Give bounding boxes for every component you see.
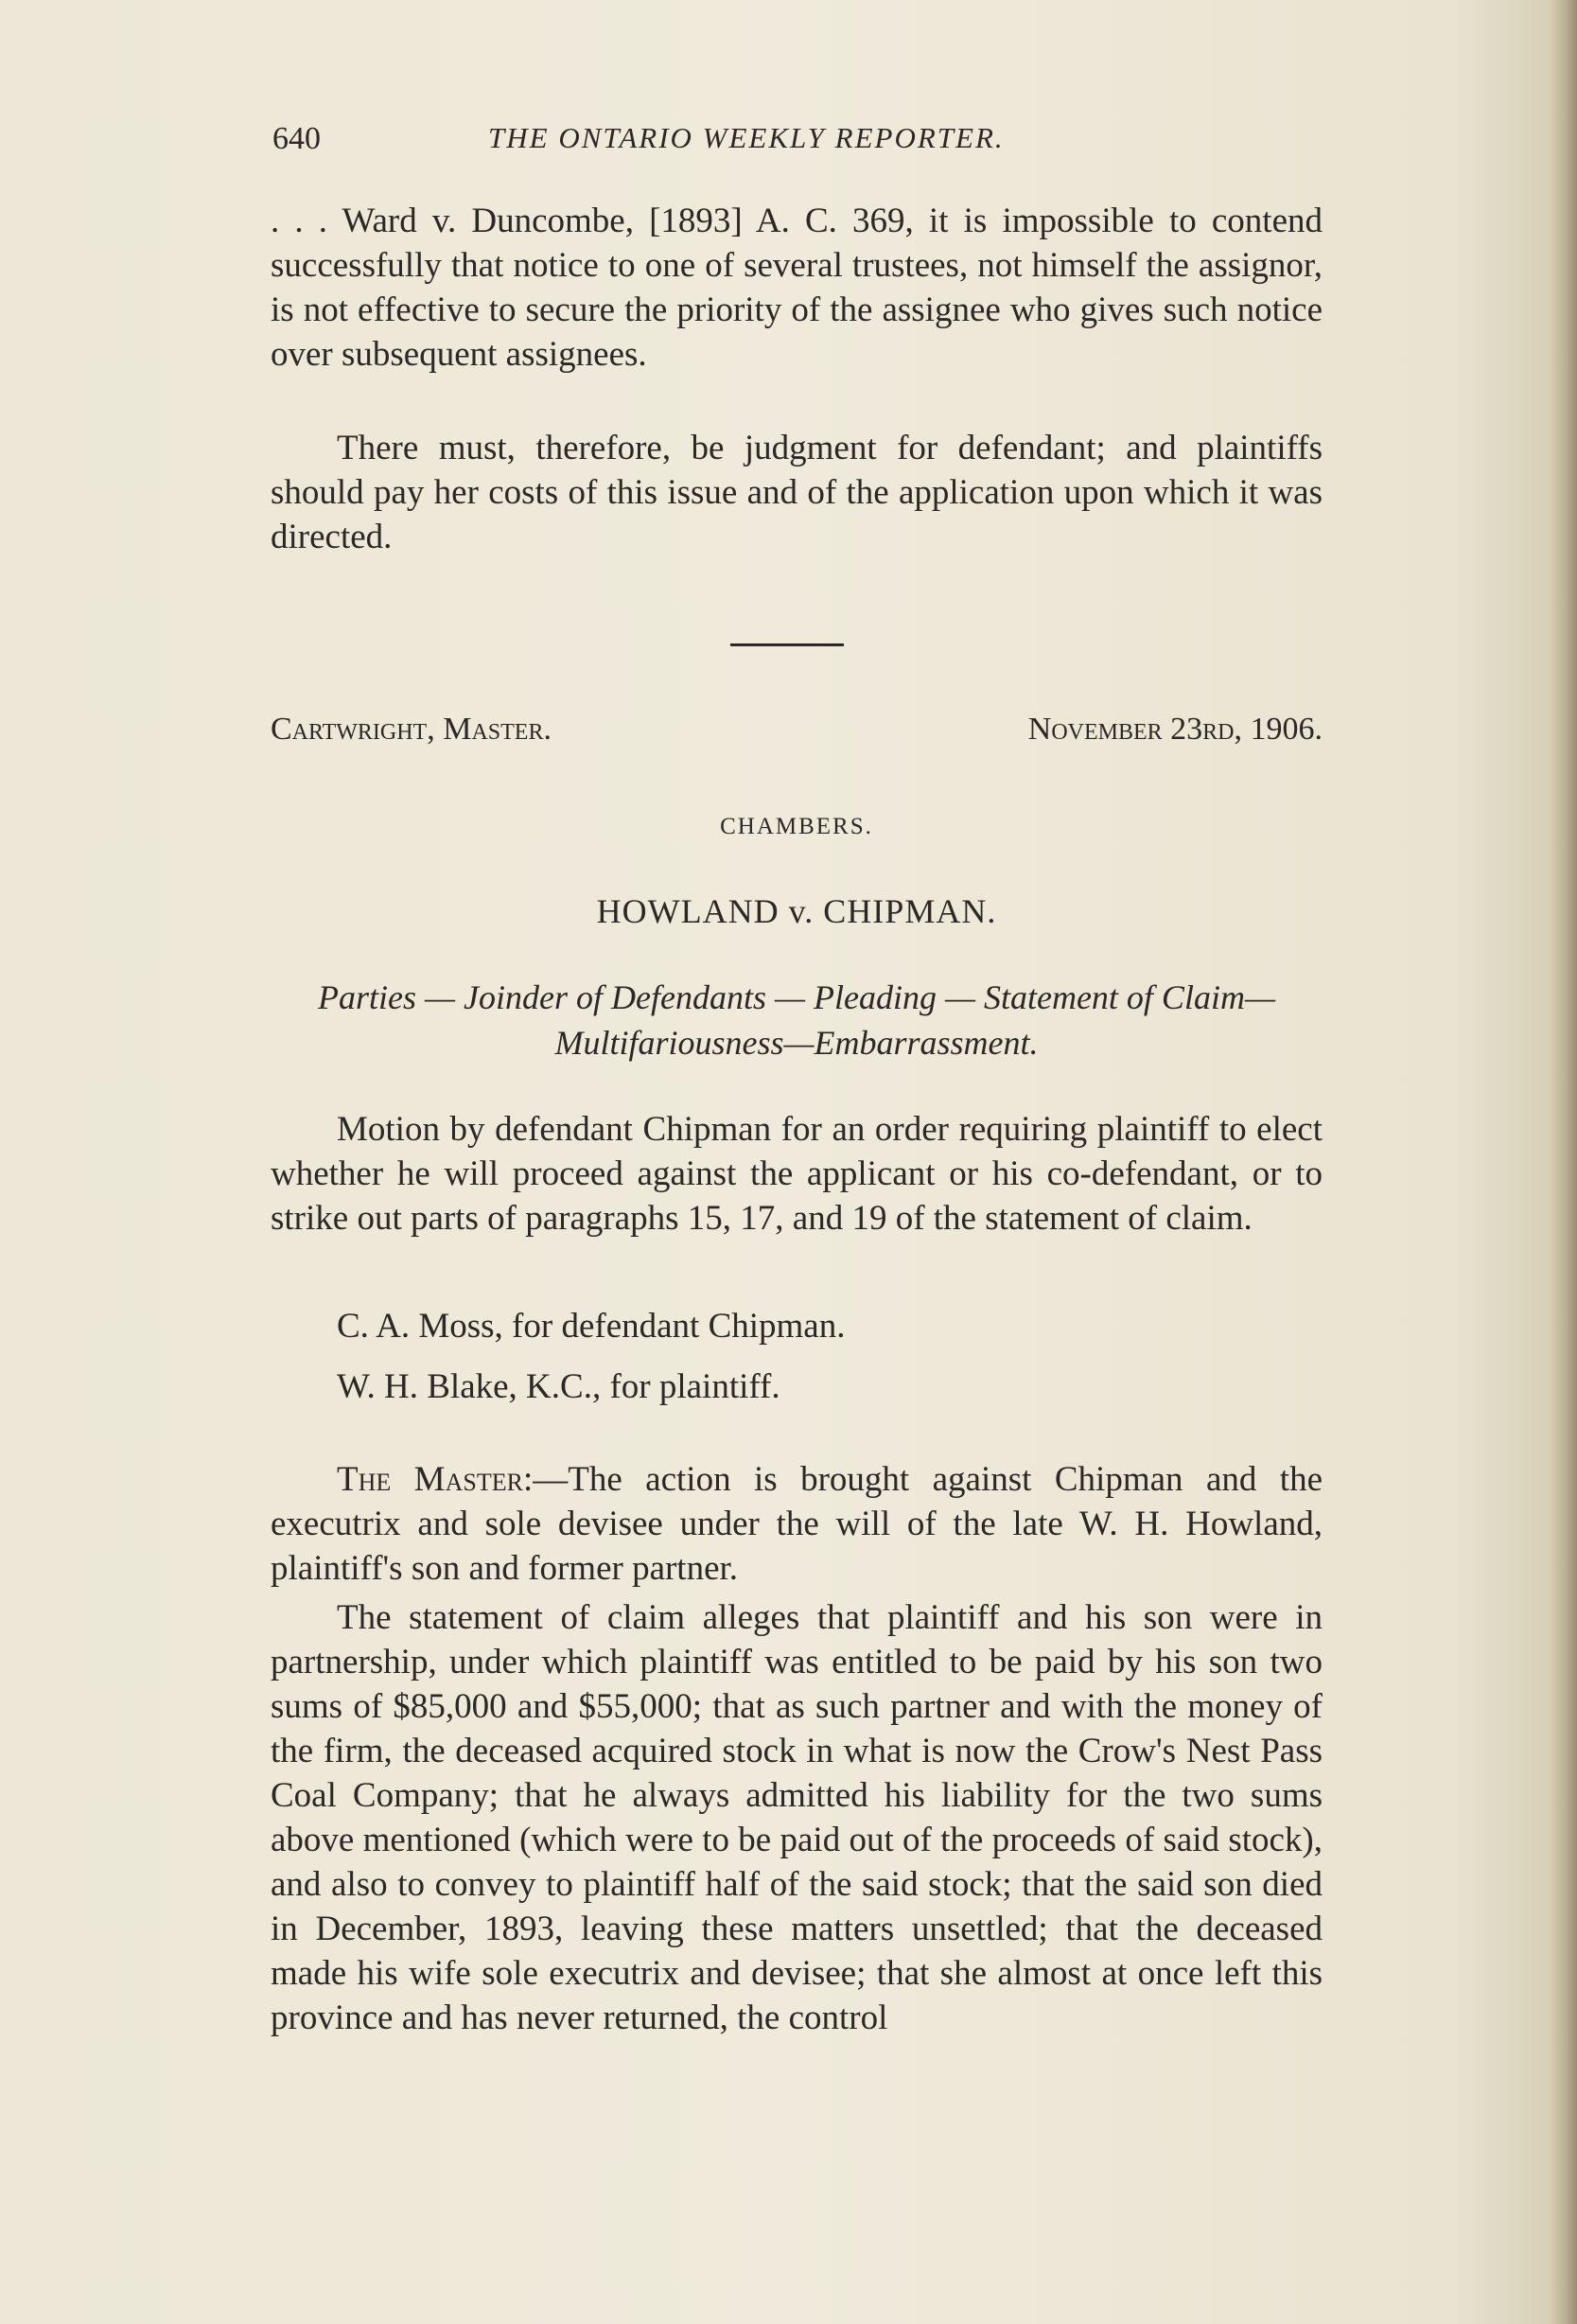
court-label: CHAMBERS. xyxy=(720,814,873,839)
judge-name: Cartwright, Master. xyxy=(271,712,552,747)
case-date: November 23rd, 1906. xyxy=(1027,712,1323,747)
paragraph-statement: The statement of claim alleges that plaintiff and his son were in partnership, under which plaintiff was entitled to be paid by his son two sums of $85,000 and $55,000; that as such partner and with the money of the firm, the deceased acquired stock in what is now the Crow's Nest Pass Coal Company; that he always admitted his liability for the two sums above mentioned (which were to be paid out of the proceeds of said stock), and also to convey to plaintiff half of the said stock; that the said son died in December, 1893, leaving these matters unsettled; that the deceased made his wife sole executrix and devisee; that she almost at once left this province and has never returned, the control xyxy=(271,1598,1323,2037)
paragraph-motion: Motion by defendant Chipman for an order requiring plaintiff to elect whether he will proceed against the applicant or his co-defendant, or to strike out parts of paragraphs 15, 17, and 19 of the statement of claim. xyxy=(271,1110,1323,1238)
case-byline xyxy=(271,712,1323,757)
running-title: THE ONTARIO WEEKLY REPORTER. xyxy=(488,121,1005,154)
counsel-plaintiff: W. H. Blake, K.C., for plaintiff. xyxy=(337,1367,780,1406)
case-headnote: Parties — Joinder of Defendants — Pleading — Statement of Claim—Multifariousness—Embarrassment. xyxy=(318,978,1275,1062)
paragraph-judgment: There must, therefore, be judgment for defendant; and plaintiffs should pay her costs of this issue and of the application upon which it was directed. xyxy=(271,429,1323,556)
master-text: :—The action is brought against Chipman and the executrix and sole devisee under the will of the late W. H. Howland, plaintiff's son and former partner. xyxy=(271,1460,1323,1588)
section-divider xyxy=(730,643,844,646)
counsel-defendant: C. A. Moss, for defendant Chipman. xyxy=(337,1307,846,1346)
master-lead: The Master xyxy=(337,1460,523,1499)
paragraph-continuation: . . . Ward v. Duncombe, [1893] A. C. 369, it is impossible to contend successfully that notice to one of several trustees, not himself the assignor, is not effective to secure the priority of the assignee who gives such notice over subsequent assignees. xyxy=(271,202,1323,374)
paragraph-master xyxy=(271,1457,1323,1591)
page-number: 640 xyxy=(272,121,321,156)
case-name: HOWLAND v. CHIPMAN. xyxy=(596,892,997,930)
page-edge-shadow xyxy=(1551,0,1577,2324)
running-header xyxy=(271,121,1323,167)
